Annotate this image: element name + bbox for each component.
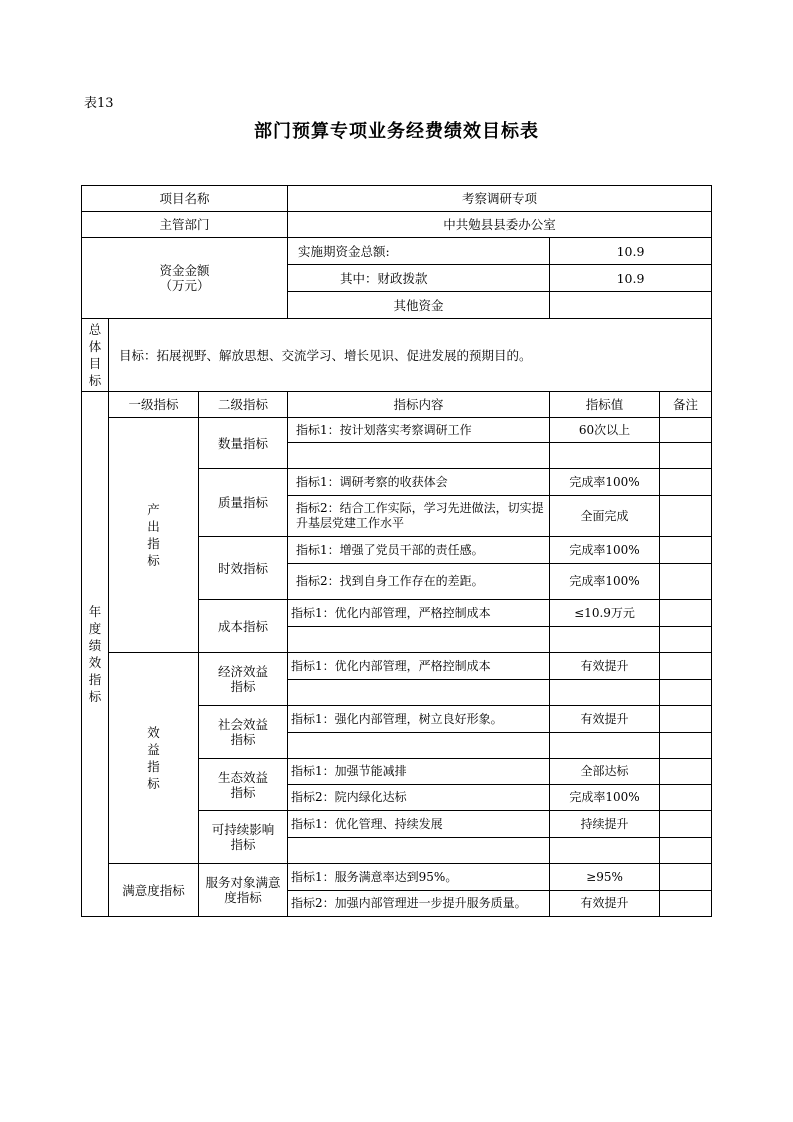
performance-table bbox=[81, 185, 712, 917]
row-value: 有效提升 bbox=[550, 653, 660, 680]
group-satisfaction: 满意度指标 bbox=[109, 864, 199, 917]
sub-quality: 质量指标 bbox=[199, 469, 288, 537]
row-note bbox=[660, 785, 712, 811]
header-level1: 一级指标 bbox=[109, 392, 199, 418]
row-value bbox=[550, 680, 660, 706]
row-content: 指标2：找到自身工作存在的差距。 bbox=[288, 564, 550, 600]
row-value: 有效提升 bbox=[550, 706, 660, 733]
row-note bbox=[660, 653, 712, 680]
row-content: 指标2：结合工作实际，学习先进做法，切实提升基层党建工作水平 bbox=[288, 496, 550, 537]
row-note bbox=[660, 469, 712, 496]
row-note bbox=[660, 759, 712, 785]
row-value: 有效提升 bbox=[550, 891, 660, 917]
row-note bbox=[660, 864, 712, 891]
page-title: 部门预算专项业务经费绩效目标表 bbox=[254, 121, 539, 142]
row-content: 指标1：增强了党员干部的责任感。 bbox=[288, 537, 550, 564]
row-value: 持续提升 bbox=[550, 811, 660, 838]
fund-other-label: 其他资金 bbox=[288, 292, 550, 319]
row-note bbox=[660, 891, 712, 917]
dept-label: 主管部门 bbox=[82, 212, 288, 238]
row-content: 指标1：加强节能减排 bbox=[288, 759, 550, 785]
row-note bbox=[660, 496, 712, 537]
row-note bbox=[660, 418, 712, 443]
row-value: 完成率100% bbox=[550, 537, 660, 564]
fund-unit: （万元） bbox=[159, 278, 210, 293]
row-note bbox=[660, 811, 712, 838]
project-name-value: 考察调研专项 bbox=[288, 186, 712, 212]
row-value: 完成率100% bbox=[550, 785, 660, 811]
row-content: 指标2：院内绿化达标 bbox=[288, 785, 550, 811]
fund-amount-label bbox=[82, 238, 288, 319]
fund-fiscal-value: 10.9 bbox=[550, 265, 712, 292]
header-content: 指标内容 bbox=[288, 392, 550, 418]
row-value: 全部达标 bbox=[550, 759, 660, 785]
row-note bbox=[660, 443, 712, 469]
row-content: 指标1：优化内部管理，严格控制成本 bbox=[288, 653, 550, 680]
sub-cost: 成本指标 bbox=[199, 600, 288, 653]
sub-economic: 经济效益指标 bbox=[199, 653, 288, 706]
sub-quantity: 数量指标 bbox=[199, 418, 288, 469]
row-note bbox=[660, 706, 712, 733]
row-value: 60次以上 bbox=[550, 418, 660, 443]
row-value: 完成率100% bbox=[550, 469, 660, 496]
row-value bbox=[550, 627, 660, 653]
row-note bbox=[660, 680, 712, 706]
row-content: 指标2：加强内部管理进一步提升服务质量。 bbox=[288, 891, 550, 917]
sub-ecological: 生态效益指标 bbox=[199, 759, 288, 811]
row-content: 指标1：服务满意率达到95%。 bbox=[288, 864, 550, 891]
row-content bbox=[288, 733, 550, 759]
project-name-label: 项目名称 bbox=[82, 186, 288, 212]
fund-other-value bbox=[550, 292, 712, 319]
fund-label: 资金金额 bbox=[159, 263, 210, 278]
sub-service: 服务对象满意度指标 bbox=[199, 864, 288, 917]
group-benefit: 效 益 指 标 bbox=[109, 653, 199, 864]
table-number: 表13 bbox=[84, 96, 114, 111]
row-note bbox=[660, 564, 712, 600]
row-note bbox=[660, 838, 712, 864]
row-value: ≥95% bbox=[550, 864, 660, 891]
row-content bbox=[288, 627, 550, 653]
row-content: 指标1：优化内部管理，严格控制成本 bbox=[288, 600, 550, 627]
fund-fiscal-label: 其中：财政拨款 bbox=[288, 265, 550, 292]
row-note bbox=[660, 733, 712, 759]
overall-goal-text: 目标：拓展视野、解放思想、交流学习、增长见识、促进发展的预期目的。 bbox=[109, 319, 712, 392]
row-value: 全面完成 bbox=[550, 496, 660, 537]
header-level2: 二级指标 bbox=[199, 392, 288, 418]
row-note bbox=[660, 537, 712, 564]
sub-sustainable: 可持续影响指标 bbox=[199, 811, 288, 864]
row-value bbox=[550, 443, 660, 469]
row-note bbox=[660, 600, 712, 627]
group-output: 产 出 指 标 bbox=[109, 418, 199, 653]
fund-total-label: 实施期资金总额: bbox=[288, 238, 550, 265]
row-content: 指标1：优化管理、持续发展 bbox=[288, 811, 550, 838]
sub-timeliness: 时效指标 bbox=[199, 537, 288, 600]
header-value: 指标值 bbox=[550, 392, 660, 418]
row-content: 指标1：按计划落实考察调研工作 bbox=[288, 418, 550, 443]
row-content bbox=[288, 680, 550, 706]
header-note: 备注 bbox=[660, 392, 712, 418]
row-value: ≤10.9万元 bbox=[550, 600, 660, 627]
row-note bbox=[660, 627, 712, 653]
row-content: 指标1：强化内部管理，树立良好形象。 bbox=[288, 706, 550, 733]
sub-social: 社会效益指标 bbox=[199, 706, 288, 759]
row-value: 完成率100% bbox=[550, 564, 660, 600]
annual-indicator-label: 年 度 绩 效 指 标 bbox=[82, 392, 109, 917]
row-content bbox=[288, 838, 550, 864]
row-value bbox=[550, 733, 660, 759]
row-value bbox=[550, 838, 660, 864]
row-content bbox=[288, 443, 550, 469]
row-content: 指标1：调研考察的收获体会 bbox=[288, 469, 550, 496]
dept-value: 中共勉县县委办公室 bbox=[288, 212, 712, 238]
fund-total-value: 10.9 bbox=[550, 238, 712, 265]
overall-goal-label: 总 体 目 标 bbox=[82, 319, 109, 392]
